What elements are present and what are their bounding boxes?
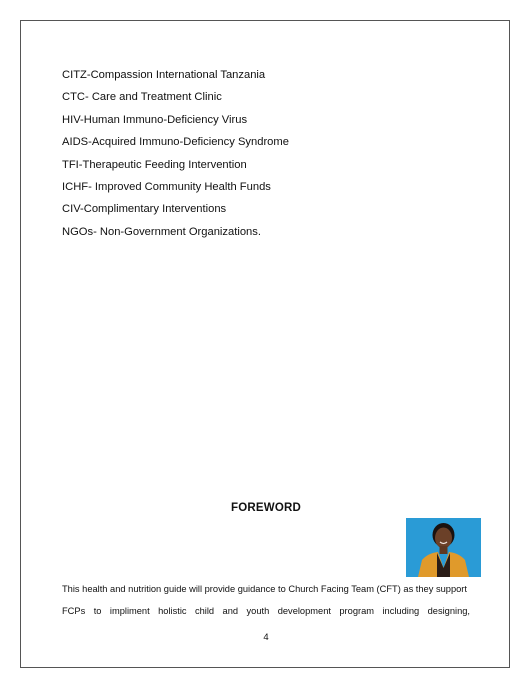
foreword-paragraph <box>62 578 470 622</box>
list-item: ICHF- Improved Community Health Funds <box>62 181 271 194</box>
list-item: HIV-Human Immuno-Deficiency Virus <box>62 113 248 126</box>
list-item: CIV-Complimentary Interventions <box>62 203 227 216</box>
list-item: TFI-Therapeutic Feeding Intervention <box>62 158 247 171</box>
list-item: CITZ-Compassion International Tanzania <box>62 69 266 81</box>
list-item: CTC- Care and Treatment Clinic <box>62 91 222 104</box>
page-number: 4 <box>263 632 269 643</box>
author-photo <box>406 518 481 577</box>
list-item: NGOs- Non-Government Organizations. <box>62 225 261 238</box>
paragraph-line: FCPs to impliment holistic child and youth development program including designing, <box>62 606 470 616</box>
abbreviations-list <box>62 64 289 243</box>
foreword-heading: FOREWORD <box>231 502 301 514</box>
list-item: AIDS-Acquired Immuno-Deficiency Syndrome <box>62 136 289 149</box>
paragraph-line: This health and nutrition guide will provide guidance to Church Facing Team (CFT) as they support <box>62 584 467 594</box>
